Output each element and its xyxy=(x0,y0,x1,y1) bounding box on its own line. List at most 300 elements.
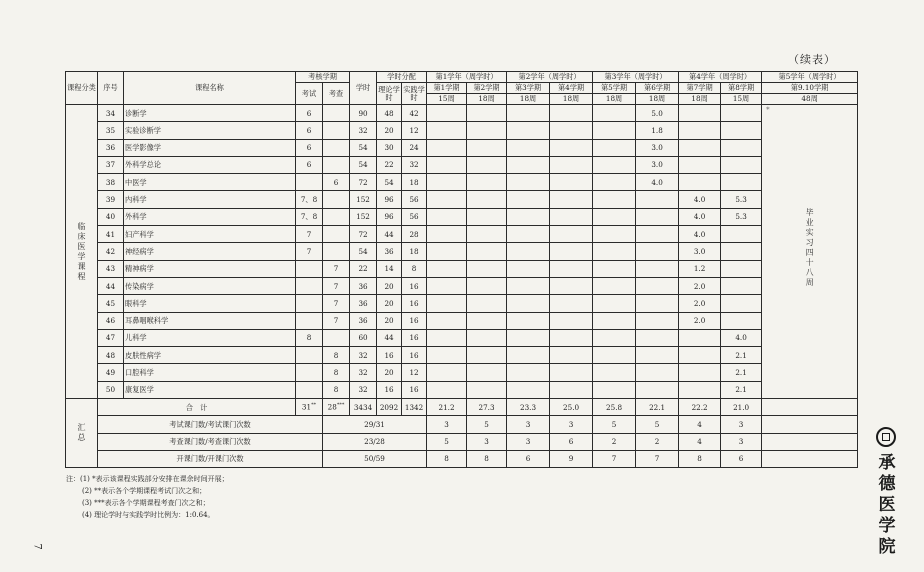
table-row xyxy=(66,122,858,139)
semester-hours xyxy=(550,329,593,346)
semester-hours xyxy=(550,105,593,122)
footnote: 注：(1) *表示该课程实践部分安排在课余时间开展； xyxy=(66,475,229,483)
summary-row xyxy=(66,450,858,467)
table-row xyxy=(66,191,858,208)
semester-hours xyxy=(636,381,679,398)
theory-hours: 20 xyxy=(377,122,402,139)
summary-semester: 9 xyxy=(550,450,593,467)
table-row xyxy=(66,329,858,346)
course-name: 外科学 xyxy=(124,208,296,225)
semester-hours xyxy=(550,208,593,225)
header-semester: 第1学期 xyxy=(427,83,467,94)
semester-hours xyxy=(427,208,467,225)
total-semester: 21.2 xyxy=(427,399,467,416)
table-row xyxy=(66,139,858,156)
table-row xyxy=(66,312,858,329)
header-semester: 第4学期 xyxy=(550,83,593,94)
header-name: 课程名称 xyxy=(124,72,296,105)
semester-hours xyxy=(427,122,467,139)
semester-hours xyxy=(507,295,550,312)
course-no: 35 xyxy=(98,122,124,139)
semester-hours xyxy=(550,277,593,294)
total-hours: 152 xyxy=(350,191,377,208)
header-weeks: 18周 xyxy=(507,94,550,105)
semester-hours xyxy=(550,174,593,191)
semester-hours xyxy=(507,381,550,398)
semester-hours xyxy=(721,295,762,312)
exam-semester: 7、8 xyxy=(296,191,323,208)
semester-hours: 1.2 xyxy=(679,260,721,277)
summary-semester: 5 xyxy=(593,416,636,433)
summary-semester: 3 xyxy=(507,416,550,433)
semester-hours: 4.0 xyxy=(679,191,721,208)
semester-hours xyxy=(427,347,467,364)
summary-row xyxy=(66,416,858,433)
summary-semester: 6 xyxy=(721,450,762,467)
summary-semester: 8 xyxy=(467,450,507,467)
semester-hours xyxy=(636,295,679,312)
internship-char: 实 xyxy=(805,228,814,237)
semester-hours xyxy=(679,347,721,364)
semester-hours xyxy=(593,364,636,381)
semester-hours xyxy=(467,105,507,122)
summary-semester: 5 xyxy=(427,433,467,450)
course-name: 皮肤性病学 xyxy=(124,347,296,364)
total-semester: 22.2 xyxy=(679,399,721,416)
semester-hours: 1.8 xyxy=(636,122,679,139)
semester-hours xyxy=(507,329,550,346)
theory-hours: 48 xyxy=(377,105,402,122)
course-name: 儿科学 xyxy=(124,329,296,346)
check-semester xyxy=(323,226,350,243)
course-name: 外科学总论 xyxy=(124,156,296,173)
semester-hours xyxy=(636,243,679,260)
semester-hours xyxy=(427,243,467,260)
course-no: 38 xyxy=(98,174,124,191)
table-row xyxy=(66,381,858,398)
semester-hours xyxy=(550,260,593,277)
table-row xyxy=(66,174,858,191)
course-rows xyxy=(66,105,858,468)
semester-hours xyxy=(593,174,636,191)
semester-hours xyxy=(593,226,636,243)
semester-hours xyxy=(636,329,679,346)
check-semester xyxy=(323,329,350,346)
theory-hours: 20 xyxy=(377,295,402,312)
semester-hours xyxy=(467,364,507,381)
semester-hours xyxy=(550,312,593,329)
course-no: 37 xyxy=(98,156,124,173)
theory-hours: 96 xyxy=(377,208,402,225)
total-semester: 21.0 xyxy=(721,399,762,416)
theory-hours: 22 xyxy=(377,156,402,173)
semester-hours xyxy=(427,139,467,156)
header-assess: 考核学期 xyxy=(296,72,350,83)
semester-hours xyxy=(679,174,721,191)
exam-semester: 7 xyxy=(296,226,323,243)
header-hours: 学时 xyxy=(350,72,377,105)
theory-hours: 30 xyxy=(377,139,402,156)
semester-hours xyxy=(721,243,762,260)
semester-hours xyxy=(593,295,636,312)
practice-hours: 32 xyxy=(402,156,427,173)
practice-hours: 16 xyxy=(402,347,427,364)
total-empty xyxy=(762,399,858,416)
semester-hours xyxy=(467,347,507,364)
exam-semester: 6 xyxy=(296,105,323,122)
internship-char: 周 xyxy=(805,278,814,287)
semester-hours xyxy=(679,364,721,381)
header-no: 序号 xyxy=(98,72,124,105)
category-char: 程 xyxy=(77,271,86,281)
internship-text xyxy=(763,208,856,288)
course-no: 45 xyxy=(98,295,124,312)
course-no: 44 xyxy=(98,277,124,294)
semester-hours xyxy=(593,347,636,364)
summary-semester: 6 xyxy=(550,433,593,450)
semester-hours xyxy=(467,156,507,173)
practice-hours: 16 xyxy=(402,329,427,346)
course-name: 耳鼻咽喉科学 xyxy=(124,312,296,329)
table-row xyxy=(66,347,858,364)
total-hours: 72 xyxy=(350,174,377,191)
semester-hours xyxy=(467,381,507,398)
theory-hours: 20 xyxy=(377,364,402,381)
total-hours: 54 xyxy=(350,156,377,173)
summary-label: 考试课门数/考试课门次数 xyxy=(98,416,323,433)
summary-semester: 5 xyxy=(636,416,679,433)
header-semester: 第2学期 xyxy=(467,83,507,94)
course-name: 眼科学 xyxy=(124,295,296,312)
course-name: 中医学 xyxy=(124,174,296,191)
total-hours: 3434 xyxy=(350,399,377,416)
semester-hours xyxy=(550,347,593,364)
logo-text: 承 德 医 学 院 xyxy=(878,453,896,557)
footnote: (4) 理论学时与实践学时比例为：1:0.64。 xyxy=(82,511,215,519)
check-semester xyxy=(323,156,350,173)
university-logo xyxy=(876,427,898,558)
practice-hours: 56 xyxy=(402,208,427,225)
exam-semester xyxy=(296,312,323,329)
summary-value: 23/28 xyxy=(323,433,427,450)
semester-hours xyxy=(721,174,762,191)
course-no: 39 xyxy=(98,191,124,208)
semester-hours xyxy=(507,243,550,260)
page-number: 7 xyxy=(31,543,43,550)
semester-hours xyxy=(427,295,467,312)
category-char: 学 xyxy=(77,251,86,261)
summary-semester: 8 xyxy=(679,450,721,467)
internship-cell xyxy=(762,105,858,399)
semester-hours xyxy=(467,260,507,277)
course-no: 46 xyxy=(98,312,124,329)
semester-hours xyxy=(467,208,507,225)
summary-empty xyxy=(762,416,858,433)
semester-hours xyxy=(593,277,636,294)
header-practice: 实践学时 xyxy=(402,83,427,105)
semester-hours xyxy=(427,364,467,381)
theory-hours: 36 xyxy=(377,243,402,260)
total-hours: 36 xyxy=(350,295,377,312)
semester-hours xyxy=(636,347,679,364)
check-semester xyxy=(323,243,350,260)
semester-hours xyxy=(550,226,593,243)
semester-hours xyxy=(467,174,507,191)
semester-hours: 2.1 xyxy=(721,381,762,398)
seal-icon xyxy=(876,427,896,447)
practice-hours: 12 xyxy=(402,364,427,381)
course-name: 传染病学 xyxy=(124,277,296,294)
semester-hours xyxy=(427,312,467,329)
semester-hours xyxy=(593,139,636,156)
course-no: 48 xyxy=(98,347,124,364)
check-semester xyxy=(323,139,350,156)
semester-hours xyxy=(550,381,593,398)
summary-semester: 2 xyxy=(636,433,679,450)
header-semester: 第3学期 xyxy=(507,83,550,94)
internship-char: 习 xyxy=(805,238,814,247)
semester-hours xyxy=(679,105,721,122)
semester-hours xyxy=(721,260,762,277)
total-theory: 2092 xyxy=(377,399,402,416)
semester-hours xyxy=(550,364,593,381)
summary-category-cell xyxy=(66,399,98,468)
course-name: 精神病学 xyxy=(124,260,296,277)
exam-semester xyxy=(296,364,323,381)
semester-hours xyxy=(507,139,550,156)
semester-hours xyxy=(593,381,636,398)
practice-hours: 28 xyxy=(402,226,427,243)
header-exam: 考试 xyxy=(296,83,323,105)
semester-hours xyxy=(593,191,636,208)
total-hours: 22 xyxy=(350,260,377,277)
header-year-2: 第2学年（周学时） xyxy=(507,72,593,83)
semester-hours: 5.3 xyxy=(721,208,762,225)
semester-hours xyxy=(550,139,593,156)
semester-hours xyxy=(550,295,593,312)
summary-semester: 3 xyxy=(467,433,507,450)
practice-hours: 18 xyxy=(402,174,427,191)
summary-semester: 3 xyxy=(550,416,593,433)
summary-semester: 7 xyxy=(593,450,636,467)
semester-hours xyxy=(507,312,550,329)
summary-semester: 3 xyxy=(427,416,467,433)
semester-hours xyxy=(467,312,507,329)
semester-hours xyxy=(427,260,467,277)
semester-hours xyxy=(507,156,550,173)
exam-semester: 6 xyxy=(296,156,323,173)
semester-hours xyxy=(593,312,636,329)
header-year-1: 第1学年（周学时） xyxy=(427,72,507,83)
semester-hours xyxy=(467,243,507,260)
internship-char: 业 xyxy=(805,218,814,227)
total-semester: 25.0 xyxy=(550,399,593,416)
practice-hours: 16 xyxy=(402,277,427,294)
header-semester: 第5学期 xyxy=(593,83,636,94)
semester-hours xyxy=(593,208,636,225)
course-no: 40 xyxy=(98,208,124,225)
semester-hours xyxy=(427,191,467,208)
header-year-4: 第4学年（周学时） xyxy=(679,72,762,83)
exam-semester: 6 xyxy=(296,139,323,156)
semester-hours xyxy=(427,156,467,173)
semester-hours xyxy=(593,105,636,122)
total-exam: 31** xyxy=(296,399,323,416)
course-no: 42 xyxy=(98,243,124,260)
check-semester: 8 xyxy=(323,364,350,381)
semester-hours xyxy=(636,208,679,225)
header-category: 课程分类 xyxy=(66,72,98,105)
semester-hours xyxy=(550,191,593,208)
semester-hours xyxy=(721,105,762,122)
semester-hours: 4.0 xyxy=(721,329,762,346)
total-hours: 36 xyxy=(350,312,377,329)
total-practice: 1342 xyxy=(402,399,427,416)
total-label: 合 计 xyxy=(98,399,296,416)
table-header xyxy=(66,72,858,105)
semester-hours: 4.0 xyxy=(636,174,679,191)
semester-hours: 2.1 xyxy=(721,347,762,364)
exam-semester: 7 xyxy=(296,243,323,260)
total-semester: 27.3 xyxy=(467,399,507,416)
total-check: 28*** xyxy=(323,399,350,416)
exam-semester xyxy=(296,174,323,191)
category-char: 床 xyxy=(77,231,86,241)
table-row xyxy=(66,156,858,173)
summary-char: 汇 xyxy=(77,423,86,433)
category-char: 临 xyxy=(77,221,86,231)
total-hours: 152 xyxy=(350,208,377,225)
exam-semester: 8 xyxy=(296,329,323,346)
course-no: 50 xyxy=(98,381,124,398)
exam-semester xyxy=(296,277,323,294)
practice-hours: 16 xyxy=(402,381,427,398)
summary-semester: 6 xyxy=(507,450,550,467)
semester-hours xyxy=(593,122,636,139)
semester-hours xyxy=(467,295,507,312)
semester-hours xyxy=(721,277,762,294)
check-semester: 7 xyxy=(323,260,350,277)
summary-semester: 2 xyxy=(593,433,636,450)
course-name: 康复医学 xyxy=(124,381,296,398)
semester-hours xyxy=(679,122,721,139)
table-row xyxy=(66,243,858,260)
semester-hours xyxy=(550,156,593,173)
header-year-3: 第3学年（周学时） xyxy=(593,72,679,83)
semester-hours xyxy=(593,156,636,173)
summary-semester: 4 xyxy=(679,416,721,433)
total-hours: 60 xyxy=(350,329,377,346)
check-semester: 8 xyxy=(323,381,350,398)
semester-hours: 3.0 xyxy=(636,139,679,156)
course-no: 41 xyxy=(98,226,124,243)
curriculum-table xyxy=(65,71,858,468)
semester-hours xyxy=(636,277,679,294)
total-hours: 54 xyxy=(350,243,377,260)
header-year-5: 第5学年（周学时） xyxy=(762,72,858,83)
semester-hours: 3.0 xyxy=(636,156,679,173)
total-hours: 32 xyxy=(350,364,377,381)
semester-hours xyxy=(427,329,467,346)
practice-hours: 8 xyxy=(402,260,427,277)
category-char: 课 xyxy=(77,261,86,271)
course-name: 诊断学 xyxy=(124,105,296,122)
semester-hours xyxy=(507,226,550,243)
footnotes xyxy=(66,473,229,521)
semester-hours: 3.0 xyxy=(679,243,721,260)
summary-row xyxy=(66,433,858,450)
semester-hours: 5.0 xyxy=(636,105,679,122)
table-row xyxy=(66,105,858,122)
header-weeks: 18周 xyxy=(550,94,593,105)
semester-hours: 5.3 xyxy=(721,191,762,208)
total-hours: 90 xyxy=(350,105,377,122)
exam-semester xyxy=(296,347,323,364)
header-weeks: 18周 xyxy=(467,94,507,105)
theory-hours: 54 xyxy=(377,174,402,191)
summary-empty xyxy=(762,433,858,450)
header-theory: 理论学时 xyxy=(377,83,402,105)
table-row xyxy=(66,260,858,277)
internship-char: 八 xyxy=(805,268,814,277)
course-no: 36 xyxy=(98,139,124,156)
continued-label: （续表） xyxy=(788,53,836,66)
course-no: 43 xyxy=(98,260,124,277)
semester-hours xyxy=(427,277,467,294)
semester-hours xyxy=(507,347,550,364)
exam-semester xyxy=(296,381,323,398)
total-hours: 54 xyxy=(350,139,377,156)
internship-mark: * xyxy=(766,106,770,114)
total-row xyxy=(66,399,858,416)
internship-char: 毕 xyxy=(805,208,814,217)
semester-hours xyxy=(721,226,762,243)
table-row xyxy=(66,226,858,243)
table-row xyxy=(66,277,858,294)
course-no: 49 xyxy=(98,364,124,381)
semester-hours xyxy=(679,156,721,173)
course-name: 妇产科学 xyxy=(124,226,296,243)
exam-semester xyxy=(296,295,323,312)
header-weeks: 15周 xyxy=(427,94,467,105)
semester-hours xyxy=(467,226,507,243)
semester-hours xyxy=(721,122,762,139)
check-semester xyxy=(323,208,350,225)
semester-hours xyxy=(427,226,467,243)
semester-hours: 2.0 xyxy=(679,277,721,294)
check-semester: 7 xyxy=(323,295,350,312)
semester-hours xyxy=(679,329,721,346)
semester-hours xyxy=(636,191,679,208)
table-row xyxy=(66,208,858,225)
practice-hours: 42 xyxy=(402,105,427,122)
semester-hours xyxy=(507,277,550,294)
summary-semester: 8 xyxy=(427,450,467,467)
summary-semester: 4 xyxy=(679,433,721,450)
header-alloc: 学时分配 xyxy=(377,72,427,83)
practice-hours: 16 xyxy=(402,295,427,312)
category-char: 医 xyxy=(77,241,86,251)
theory-hours: 44 xyxy=(377,329,402,346)
exam-semester xyxy=(296,260,323,277)
course-name: 医学影像学 xyxy=(124,139,296,156)
check-semester xyxy=(323,105,350,122)
check-semester xyxy=(323,191,350,208)
summary-label: 考查课门数/考查课门次数 xyxy=(98,433,323,450)
summary-semester: 3 xyxy=(507,433,550,450)
semester-hours: 2.0 xyxy=(679,295,721,312)
semester-hours: 2.1 xyxy=(721,364,762,381)
